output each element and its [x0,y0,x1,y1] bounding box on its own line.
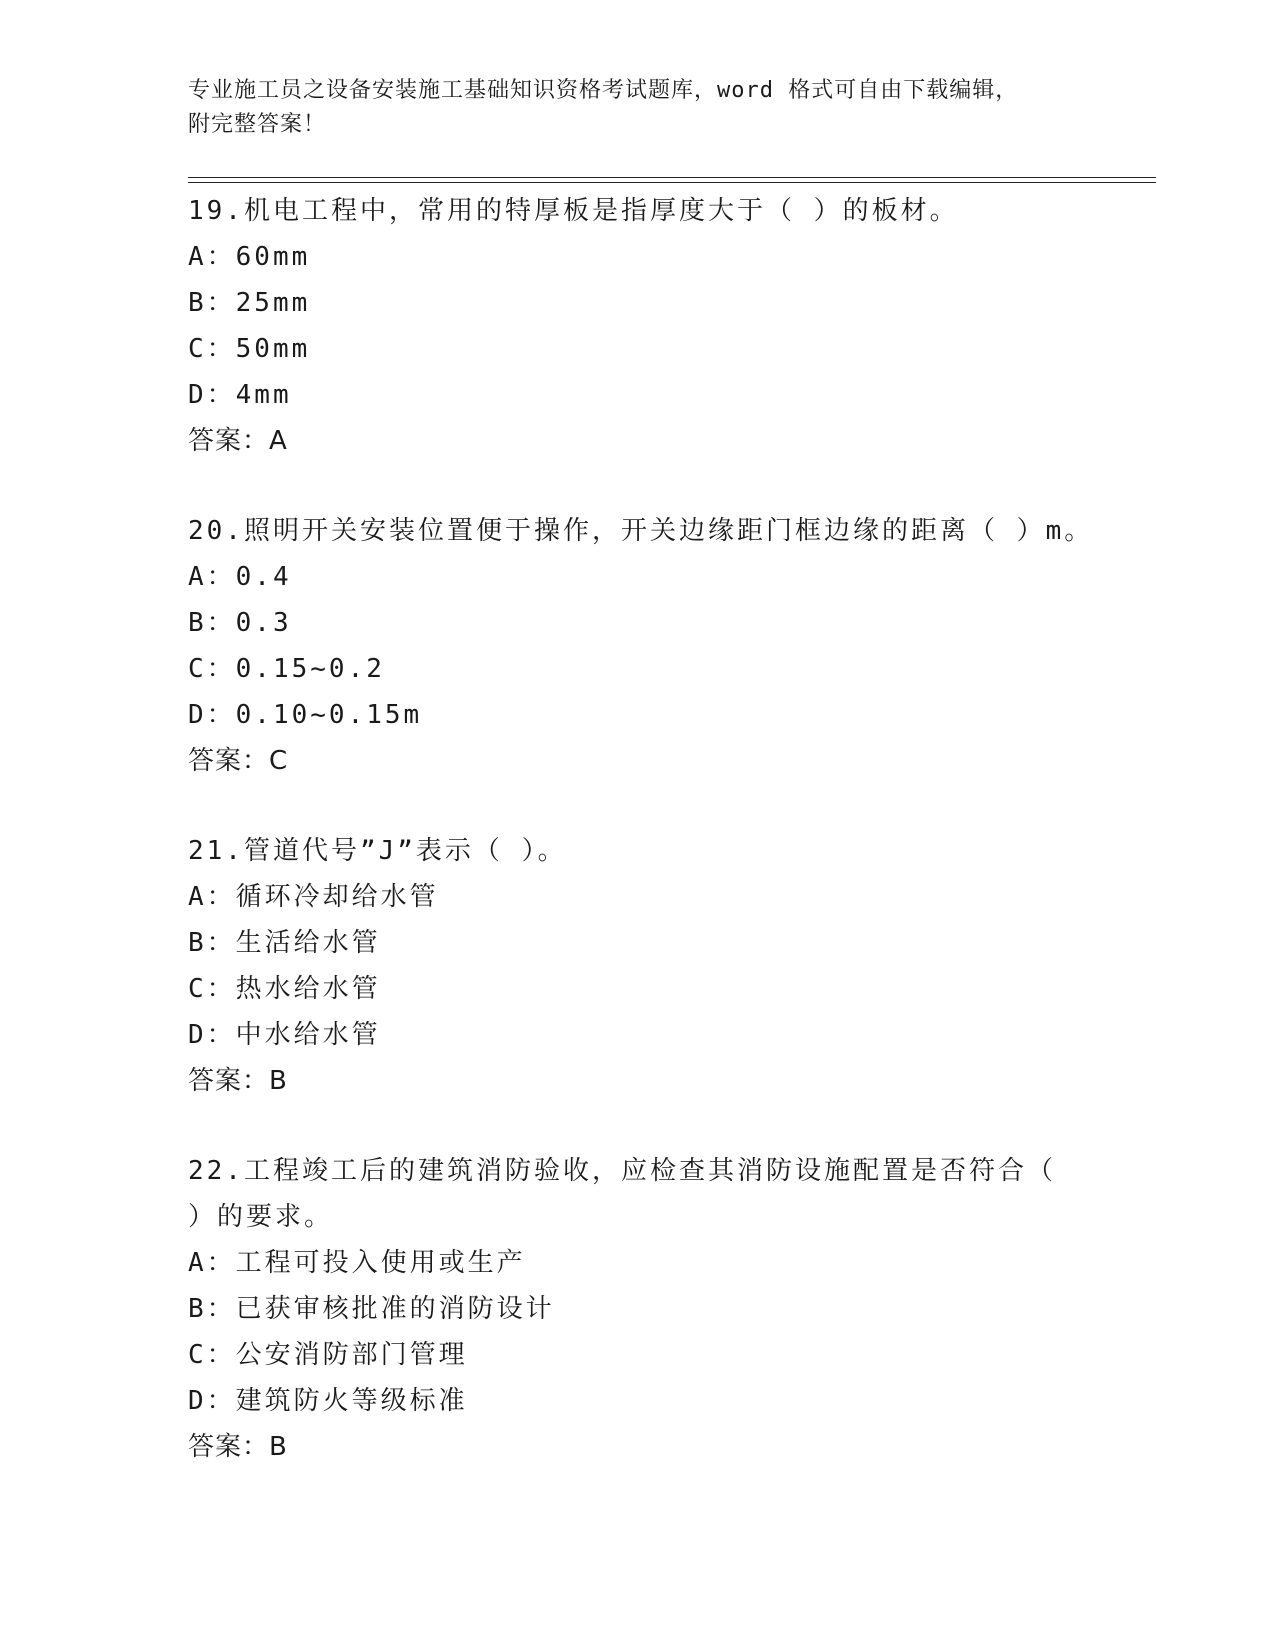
answer-line: 答案：B [188,1066,288,1096]
option-d: D：中水给水管 [188,1020,381,1050]
option-c: C：50mm [188,334,311,364]
option-a: A：循环冷却给水管 [188,882,439,912]
answer-line: 答案：B [188,1432,288,1462]
option-d: D：建筑防火等级标准 [188,1386,468,1416]
option-b: B：0.3 [188,608,292,638]
answer-line: 答案：C [188,746,289,776]
option-a: A：60mm [188,242,311,272]
header-line-2: 附完整答案！ [188,112,327,137]
question-stem: 22.工程竣工后的建筑消防验收，应检查其消防设施配置是否符合（ [188,1156,1056,1186]
option-d: D：0.10~0.15m [188,700,423,730]
document-header [188,74,1088,142]
question-stem: 20.照明开关安装位置便于操作，开关边缘距门框边缘的距离（ ）m。 [188,516,1094,546]
option-b: B：25mm [188,288,311,318]
question-22 [188,1148,1088,1470]
option-b: B：已获审核批准的消防设计 [188,1294,555,1324]
option-c: C：公安消防部门管理 [188,1340,468,1370]
question-stem: 21.管道代号”J”表示（ ）。 [188,836,567,866]
question-stem-continuation: ）的要求。 [188,1202,334,1232]
question-21 [188,828,1088,1104]
option-c: C：热水给水管 [188,974,381,1004]
question-19 [188,188,1088,464]
header-divider-top [188,177,1156,178]
option-c: C：0.15~0.2 [188,654,385,684]
answer-line: 答案：A [188,426,288,456]
question-stem: 19.机电工程中，常用的特厚板是指厚度大于（ ）的板材。 [188,196,959,226]
header-line-1: 专业施工员之设备安装施工基础知识资格考试题库，word 格式可自由下载编辑， [188,78,1019,103]
option-d: D：4mm [188,380,292,410]
question-20 [188,508,1094,784]
option-a: A：工程可投入使用或生产 [188,1248,526,1278]
header-divider-bottom [188,182,1156,183]
option-a: A：0.4 [188,562,292,592]
option-b: B：生活给水管 [188,928,381,958]
